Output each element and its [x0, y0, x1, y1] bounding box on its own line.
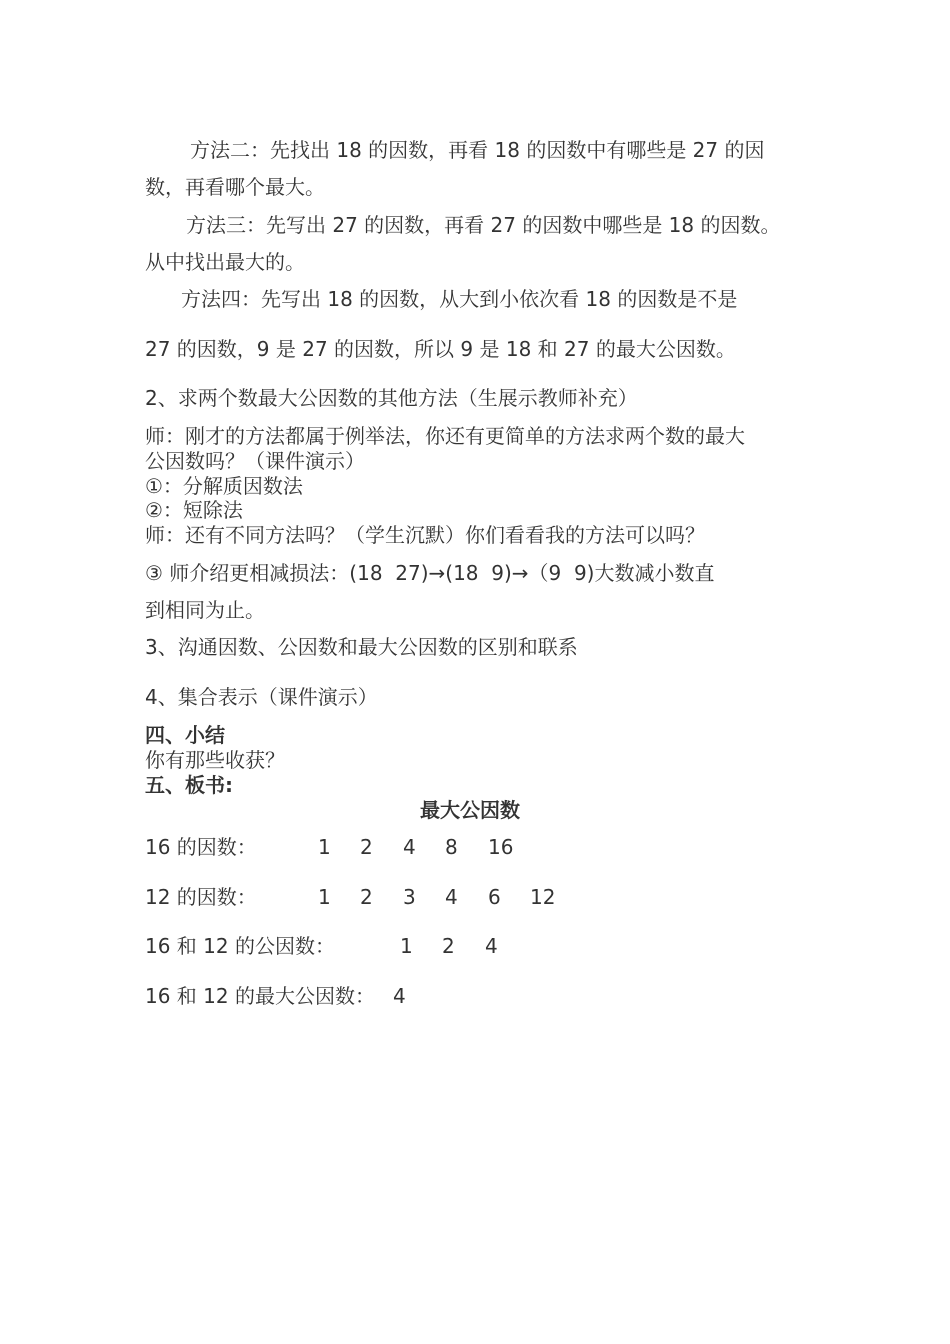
method-short-division: ②：短除法: [145, 498, 243, 522]
method-four-line-1: 方法四：先写出 18 的因数，从大到小依次看 18 的因数是不是: [181, 287, 738, 311]
board-row-label: 16 的因数：: [145, 835, 257, 859]
factor-value: 1: [318, 835, 331, 859]
factor-value: 12: [530, 885, 556, 909]
teacher-line-1: 师：刚才的方法都属于例举法，你还有更简单的方法求两个数的最大: [145, 424, 745, 448]
method-two-line-2: 数，再看哪个最大。: [145, 175, 325, 199]
gcf-value: 4: [393, 984, 406, 1008]
method-subtraction-line-1: ③ 师介绍更相减损法：(18 27)→(18 9)→（9 9)大数减小数直: [145, 561, 715, 585]
factor-value: 8: [445, 835, 458, 859]
factor-value: 2: [360, 885, 373, 909]
section-4-heading: 4、集合表示（课件演示）: [145, 685, 378, 709]
method-factorization: ①：分解质因数法: [145, 474, 303, 498]
factor-value: 1: [318, 885, 331, 909]
common-factor-value: 2: [442, 934, 455, 958]
factor-value: 6: [488, 885, 501, 909]
factor-value: 3: [403, 885, 416, 909]
teacher-line-2: 公因数吗？（课件演示）: [145, 449, 365, 473]
method-three-line-2: 从中找出最大的。: [145, 250, 305, 274]
board-heading: 五、板书:: [145, 773, 233, 797]
board-row-label: 16 和 12 的公因数：: [145, 934, 335, 958]
method-four-line-2: 27 的因数，9 是 27 的因数，所以 9 是 18 和 27 的最大公因数。: [145, 337, 736, 361]
factor-value: 16: [488, 835, 514, 859]
teacher-question: 师：还有不同方法吗？（学生沉默）你们看看我的方法可以吗？: [145, 523, 705, 547]
board-row-label: 16 和 12 的最大公因数：: [145, 984, 375, 1008]
section-2-heading: 2、求两个数最大公因数的其他方法（生展示教师补充）: [145, 386, 638, 410]
board-row-label: 12 的因数：: [145, 885, 257, 909]
summary-question: 你有那些收获？: [145, 748, 285, 772]
factor-value: 2: [360, 835, 373, 859]
common-factor-value: 1: [400, 934, 413, 958]
section-3-heading: 3、沟通因数、公因数和最大公因数的区别和联系: [145, 635, 578, 659]
method-subtraction-line-2: 到相同为止。: [145, 598, 265, 622]
factor-value: 4: [403, 835, 416, 859]
method-two-line-1: 方法二：先找出 18 的因数，再看 18 的因数中有哪些是 27 的因: [190, 138, 765, 162]
factor-value: 4: [445, 885, 458, 909]
method-three-line-1: 方法三：先写出 27 的因数，再看 27 的因数中哪些是 18 的因数。: [186, 213, 781, 237]
common-factor-value: 4: [485, 934, 498, 958]
summary-heading: 四、小结: [145, 723, 225, 747]
board-title: 最大公因数: [420, 798, 520, 822]
